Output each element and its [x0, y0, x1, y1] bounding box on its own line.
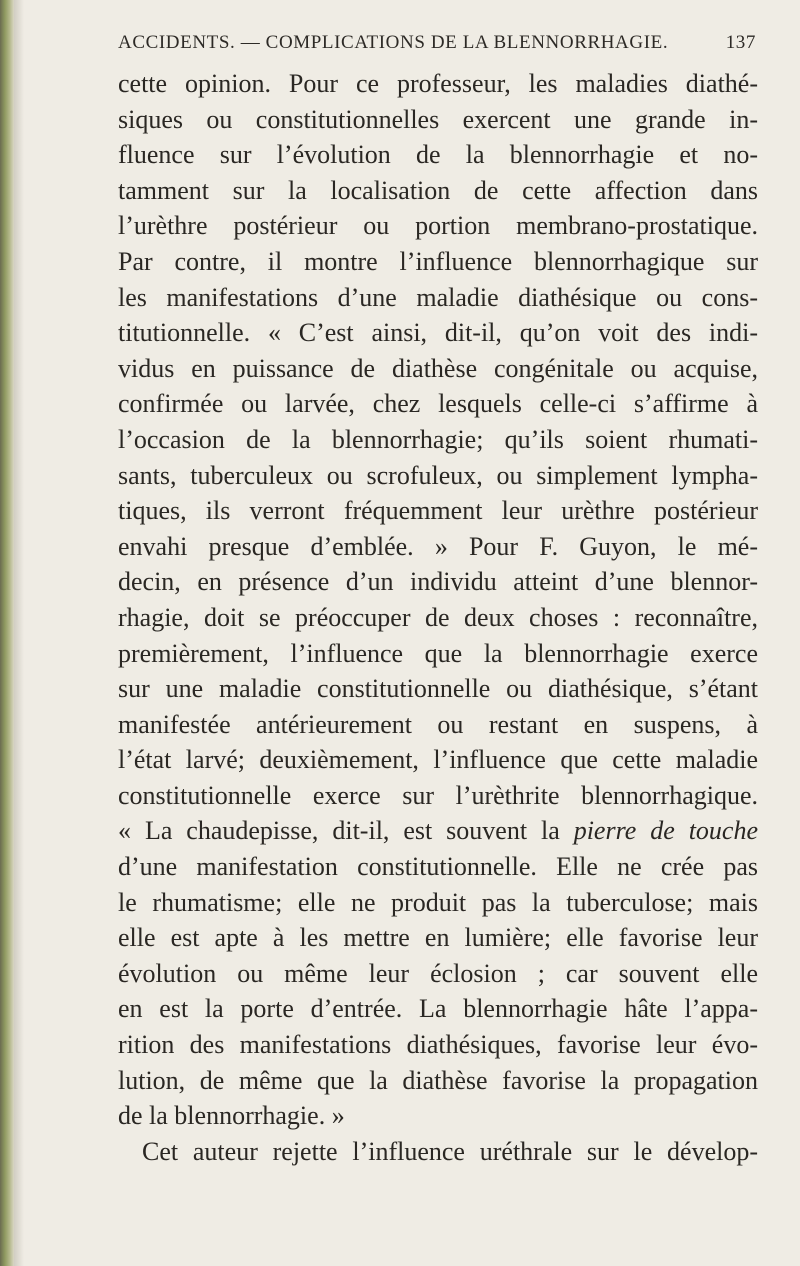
text-line-with-italic: [118, 813, 758, 849]
text-line: lution, de même que la diathèse favorise la propagation: [118, 1065, 758, 1095]
text-line: confirmée ou larvée, chez lesquels celle-ci s’affirme à: [118, 389, 758, 419]
running-head: [118, 32, 758, 58]
text-line: l’urèthre postérieur ou portion membrano-prostatique.: [118, 211, 758, 241]
text-line: elle est apte à les mettre en lumière; elle favorise leur: [118, 923, 758, 953]
italic-phrase: pierre de touche: [573, 816, 759, 846]
text-line: decin, en présence d’un individu atteint d’une blennor-: [118, 567, 758, 597]
text-line: envahi presque d’emblée. » Pour F. Guyon, le mé-: [118, 531, 758, 561]
text-line: siques ou constitutionnelles exercent une grande in-: [118, 104, 758, 134]
text-line: manifestée antérieurement ou restant en suspens, à: [118, 709, 758, 739]
paragraph-end-line: de la blennorrhagie. »: [118, 1101, 345, 1131]
text-line: sants, tuberculeux ou scrofuleux, ou simplement lympha-: [118, 460, 758, 490]
text-line: rition des manifestations diathésiques, favorise leur évo-: [118, 1030, 758, 1060]
text-segment: « La chaudepisse, dit-il, est souvent la: [118, 816, 574, 846]
text-line: évolution ou même leur éclosion ; car souvent elle: [118, 958, 758, 988]
running-head-title: ACCIDENTS. — COMPLICATIONS DE LA BLENNORRHAGIE.: [118, 32, 669, 53]
text-line: fluence sur l’évolution de la blennorrhagie et no-: [118, 140, 758, 170]
text-line: cette opinion. Pour ce professeur, les maladies diathé-: [118, 69, 758, 98]
text-line: vidus en puissance de diathèse congénitale ou acquise,: [118, 353, 758, 383]
paragraph-start-line: Cet auteur rejette l’influence uréthrale sur le dévelop-: [142, 1136, 758, 1166]
text-line: tiques, ils verront fréquemment leur urèthre postérieur: [118, 496, 758, 526]
text-line: en est la porte d’entrée. La blennorrhagie hâte l’appa-: [118, 994, 758, 1024]
body-text: [118, 66, 758, 1169]
text-line: rhagie, doit se préoccuper de deux choses : reconnaître,: [118, 602, 758, 632]
text-line: les manifestations d’une maladie diathésique ou cons-: [118, 282, 758, 312]
text-line: premièrement, l’influence que la blennorrhagie exerce: [118, 638, 758, 668]
text-line: titutionnelle. « C’est ainsi, dit-il, qu’on voit des indi-: [118, 318, 758, 348]
text-line: constitutionnelle exerce sur l’urèthrite blennorrhagique.: [118, 780, 758, 810]
text-line: l’occasion de la blennorrhagie; qu’ils soient rhumati-: [118, 424, 758, 454]
page-number: 137: [725, 32, 756, 53]
text-line: sur une maladie constitutionnelle ou diathésique, s’étant: [118, 674, 758, 704]
text-line: Par contre, il montre l’influence blennorrhagique sur: [118, 246, 758, 276]
text-line: le rhumatisme; elle ne produit pas la tuberculose; mais: [118, 887, 758, 917]
text-line: l’état larvé; deuxièmement, l’influence que cette maladie: [118, 745, 758, 775]
text-line: d’une manifestation constitutionnelle. Elle ne crée pas: [118, 852, 758, 882]
text-line: tamment sur la localisation de cette affection dans: [118, 175, 758, 205]
